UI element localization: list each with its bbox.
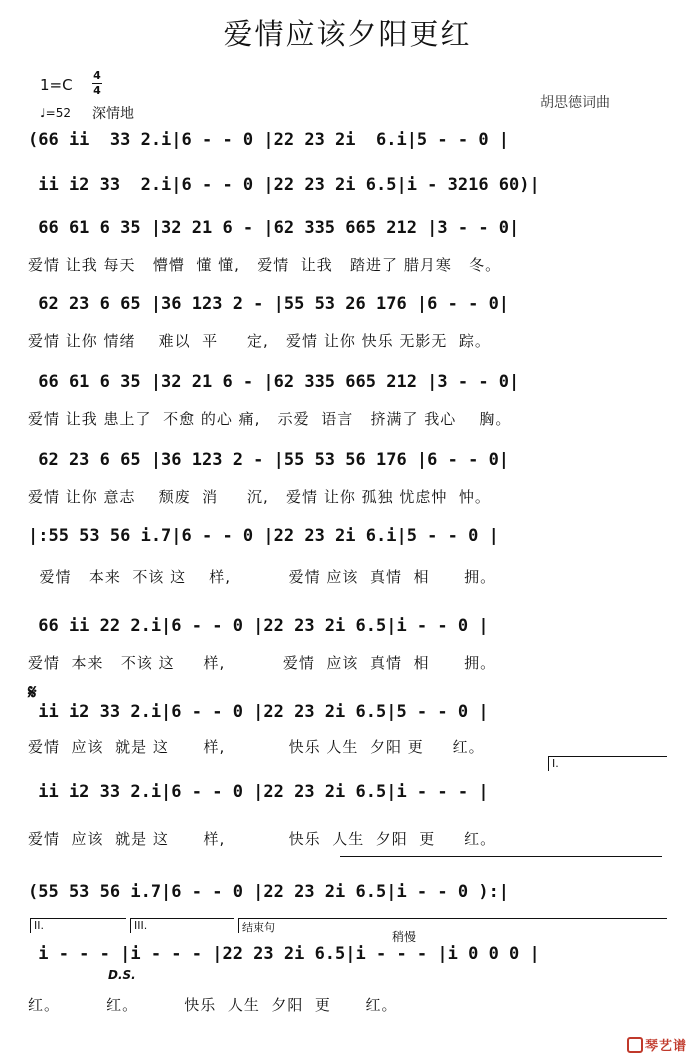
notation-row-8: 66 ii 22 2.i|6 - - 0 |22 23 2i 6.5|i - - 0 |	[28, 616, 489, 636]
lyrics-row-6: 爱情 让你 意志 颓废 消 沉, 爱情 让你 孤独 忧虑忡 忡。	[28, 488, 491, 506]
notation-row-12: i - - - |i - - - |22 23 2i 6.5|i - - - |i 0 0 0 |	[28, 944, 540, 964]
lyrics-row-9: 爱情 应该 就是 这 样, 快乐 人生 夕阳 更 红。	[28, 738, 485, 756]
segno-sign: 𝄋	[28, 680, 37, 704]
notation-row-5: 66 61 6 35 |32 21 6 - |62 335 665 212 |3 - - 0|	[28, 372, 520, 392]
lyrics-row-3: 爱情 让我 每天 懵懵 懂 懂, 爱情 让我 踏进了 腊月寒 冬。	[28, 256, 502, 274]
lyrics-row-8: 爱情 本来 不该 这 样, 爱情 应该 真情 相 拥。	[28, 654, 497, 672]
song-title: 爱情应该夕阳更红	[223, 17, 472, 51]
notation-row-6: 62 23 6 65 |36 123 2 - |55 53 56 176 |6 - - 0|	[28, 450, 510, 470]
notation-row-7: |:55 53 56 i.7|6 - - 0 |22 23 2i 6.i|5 - - 0 |	[28, 526, 499, 546]
lyrics-row-4: 爱情 让你 情绪 难以 平 定, 爱情 让你 快乐 无影无 踪。	[28, 332, 491, 350]
tempo-marking: ♩=52	[40, 106, 71, 120]
ds-marking: D.S.	[108, 968, 136, 982]
lyrics-row-7: 爱情 本来 不该 这 样, 爱情 应该 真情 相 拥。	[28, 568, 497, 586]
key-signature: 1=C	[40, 76, 73, 94]
expression-marking: 深情地	[92, 106, 134, 122]
time-signature-top: 4	[93, 69, 101, 82]
ending-bracket	[238, 918, 667, 933]
volta-3-label: III.	[134, 919, 148, 932]
time-signature-bottom: 4	[93, 84, 101, 97]
notation-row-2: ii i2 33 2.i|6 - - 0 |22 23 2i 6.5|i - 3216 60)|	[28, 175, 540, 195]
author-credit: 胡思德词曲	[540, 95, 610, 111]
rit-marking: 稍慢	[392, 930, 417, 944]
volta-1-underline	[340, 856, 662, 857]
lyrics-row-12: 红。 红。 快乐 人生 夕阳 更 红。	[28, 996, 398, 1014]
lyrics-row-5: 爱情 让我 患上了 不愈 的心 痛, 示爱 语言 挤满了 我心 胸。	[28, 410, 512, 428]
notation-row-1: (66 ii 33 2.i|6 - - 0 |22 23 2i 6.i|5 - - 0 |	[28, 130, 510, 150]
notation-row-11: (55 53 56 i.7|6 - - 0 |22 23 2i 6.5|i - - 0 ):|	[28, 882, 510, 902]
publisher-logo	[627, 1035, 687, 1054]
logo-text: 琴艺谱	[644, 1039, 687, 1054]
volta-1-label: I.	[552, 757, 559, 770]
notation-row-3: 66 61 6 35 |32 21 6 - |62 335 665 212 |3 - - 0|	[28, 218, 520, 238]
volta-2-bracket	[30, 918, 126, 933]
ending-label: 结束句	[242, 921, 275, 934]
notation-row-4: 62 23 6 65 |36 123 2 - |55 53 26 176 |6 - - 0|	[28, 294, 510, 314]
lyrics-row-10: 爱情 应该 就是 这 样, 快乐 人生 夕阳 更 红。	[28, 830, 497, 848]
notation-row-9: ii i2 33 2.i|6 - - 0 |22 23 2i 6.5|5 - - 0 |	[28, 702, 489, 722]
time-signature	[92, 70, 102, 97]
logo-icon	[627, 1037, 643, 1053]
notation-row-10: ii i2 33 2.i|6 - - 0 |22 23 2i 6.5|i - - - |	[28, 782, 489, 802]
volta-3-bracket	[130, 918, 234, 933]
volta-2-label: II.	[34, 919, 44, 932]
volta-1-bracket	[548, 756, 667, 771]
